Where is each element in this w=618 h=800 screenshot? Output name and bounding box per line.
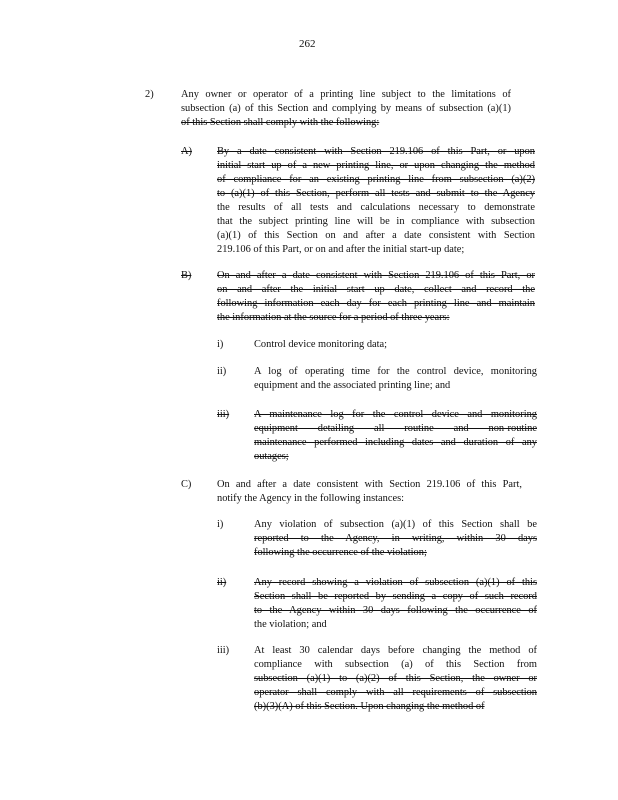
sub-c-item-text-line: to the Agency within 30 days following the occurrence of	[254, 605, 537, 617]
sub-c-text-line: notify the Agency in the following instances:	[217, 493, 404, 505]
sub-c-text-line: On and after a date consistent with Section 219.106 of this Part,	[217, 479, 522, 490]
sub-c-item-text-line: subsection (a)(1) to (a)(2) of this Section, the owner or	[254, 673, 537, 685]
item-2-label: 2)	[145, 89, 154, 100]
sub-c-item-label: i)	[217, 519, 224, 530]
sub-b-label: B)	[181, 270, 192, 281]
sub-a-text-line: By a date consistent with Section 219.106 of this Part, or upon	[217, 146, 535, 157]
sub-c-item-text-line: compliance with subsection (a) of this Section from	[254, 659, 537, 671]
sub-b-item-label: iii)	[217, 409, 230, 420]
sub-a-text-line: of compliance for an existing printing line from subsection (a)(2)	[217, 174, 535, 186]
sub-b-text-line: On and after a date consistent with Section 219.106 of this Part, or	[217, 270, 535, 281]
sub-c-label: C)	[181, 479, 192, 490]
sub-b-item-text-line: A log of operating time for the control device, monitoring	[254, 366, 537, 377]
item-2-text-line: subsection (a) of this Section and complying by means of subsection (a)(1)	[181, 103, 511, 115]
sub-c-item-text-line: Any record showing a violation of subsection (a)(1) of this	[254, 577, 537, 588]
sub-b-item-text-line: maintenance performed including dates and duration of any	[254, 437, 537, 449]
sub-b-item-text-line: equipment detailing all routine and non-routine	[254, 423, 537, 435]
sub-b-item-text-line: outages;	[254, 451, 289, 463]
sub-b-item-text-line: equipment and the associated printing line; and	[254, 380, 451, 392]
sub-a-text-line: that the subject printing line will be in compliance with subsection	[217, 216, 535, 228]
sub-b-item-text-line: Control device monitoring data;	[254, 339, 388, 350]
sub-a-text-line: 219.106 of this Part, or on and after the initial start-up date;	[217, 244, 465, 256]
sub-a-label: A)	[181, 146, 192, 157]
sub-a-text-line: the results of all tests and calculations necessary to demonstrate	[217, 202, 535, 214]
sub-c-item-text-line: Section shall be reported by sending a copy of such record	[254, 591, 537, 603]
sub-b-text-line: on and after the initial start up date, collect and record the	[217, 284, 535, 296]
sub-c-item-text-line: operator shall comply with all requirements of subsection	[254, 687, 537, 699]
sub-b-text-line: following information each day for each printing line and maintain	[217, 298, 535, 310]
item-2-text-line: of this Section shall comply with the following:	[181, 117, 380, 129]
sub-b-item-label: ii)	[217, 366, 227, 377]
sub-c-item-text-line: following the occurrence of the violation;	[254, 547, 427, 559]
sub-b-item-label: i)	[217, 339, 224, 350]
sub-b-text-line: the information at the source for a period of three years:	[217, 312, 450, 324]
sub-a-text-line: initial start up of a new printing line, or upon changing the method	[217, 160, 535, 172]
sub-c-item-text-line: (b)(3)(A) of this Section. Upon changing the method of	[254, 701, 485, 713]
sub-c-item-label: iii)	[217, 645, 230, 656]
sub-c-item-text-line: reported to the Agency, in writing, within 30 days	[254, 533, 537, 545]
sub-c-item-text-line: the violation; and	[254, 619, 327, 631]
sub-b-item-text-line: A maintenance log for the control device and monitoring	[254, 409, 537, 420]
sub-a-text-line: to (a)(1) of this Section, perform all tests and submit to the Agency	[217, 188, 535, 200]
sub-a-text-line: (a)(1) of this Section on and after a date consistent with Section	[217, 230, 535, 242]
sub-c-item-label: ii)	[217, 577, 227, 588]
item-2-text-line: Any owner or operator of a printing line subject to the limitations of	[181, 89, 511, 100]
page-number: 262	[299, 38, 316, 50]
sub-c-item-text-line: At least 30 calendar days before changing the method of	[254, 645, 537, 656]
sub-c-item-text-line: Any violation of subsection (a)(1) of this Section shall be	[254, 519, 537, 530]
